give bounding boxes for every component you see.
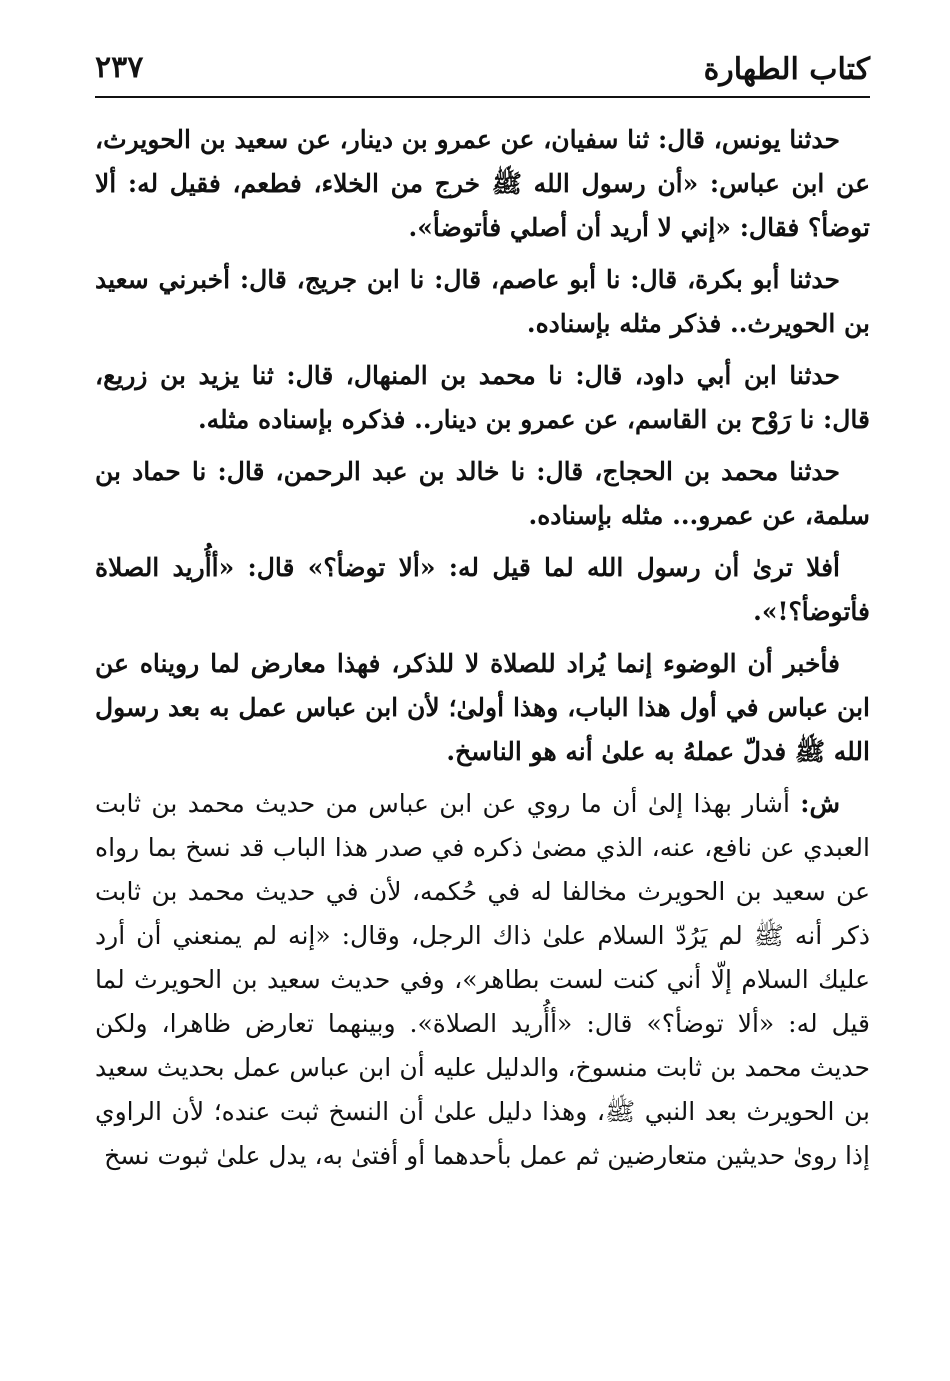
book-title: كتاب الطهارة [703, 52, 870, 87]
sharh-text: أشار بهذا إلىٰ أن ما روي عن ابن عباس من حديث محمد بن ثابت العبدي عن نافع، عنه، الذي مضىٰ ذكره في صدر هذا الباب قد نسخ بما رواه عن سعيد بن الحويرث مخالفا له في حُكمه، لأن في حديث محمد بن ثابت ذكر أنه ﷺ لم يَرُدّ السلام علىٰ ذاك الرجل، وقال: «إنه لم يمنعني أن أرد عليك السلام إلّا أني كنت لست بطاهر»، وفي حديث سعيد بن الحويرث لما قيل له: «ألا توضأ؟» قال: «أأُريد الصلاة». وبينهما تعارض ظاهرا، ولكن حديث محمد بن ثابت منسوخ، والدليل عليه أن ابن عباس عمل بحديث سعيد بن الحويرث بعد النبي ﷺ، وهذا دليل علىٰ أن النسخ ثبت عنده؛ لأن الراوي إذا روىٰ حديثين متعارضين ثم عمل بأحدهما أو أفتىٰ به، يدل علىٰ ثبوت نسخ [95, 789, 870, 1170]
sharh-label: ش: [800, 789, 840, 818]
hadith-paragraph-2: حدثنا أبو بكرة، قال: نا أبو عاصم، قال: نا ابن جريج، قال: أخبرني سعيد بن الحويرث.. فذكر مثله بإسناده. [95, 265, 870, 338]
hadith-paragraph-4: حدثنا محمد بن الحجاج، قال: نا خالد بن عبد الرحمن، قال: نا حماد بن سلمة، عن عمرو... مثله بإسناده. [95, 457, 870, 530]
page-number: ٢٣٧ [95, 50, 144, 85]
commentary-paragraph-1: أفلا ترىٰ أن رسول الله لما قيل له: «ألا توضأ؟» قال: «أأُريد الصلاة فأتوضأ؟!». [95, 553, 870, 626]
commentary-paragraph-2: فأخبر أن الوضوء إنما يُراد للصلاة لا للذكر، فهذا معارض لما رويناه عن ابن عباس في أول هذا الباب، وهذا أولىٰ؛ لأن ابن عباس عمل به بعد رسول الله ﷺ فدلّ عملهُ به علىٰ أنه هو الناسخ. [95, 649, 870, 766]
sharh-paragraph [95, 782, 870, 1178]
page-body [95, 118, 870, 1186]
hadith-paragraph-3: حدثنا ابن أبي داود، قال: نا محمد بن المنهال، قال: ثنا يزيد بن زريع، قال: نا رَوْح بن القاسم، عن عمرو بن دينار.. فذكره بإسناده مثله. [95, 361, 870, 434]
hadith-paragraph-1: حدثنا يونس، قال: ثنا سفيان، عن عمرو بن دينار، عن سعيد بن الحويرث، عن ابن عباس: «أن رسول الله ﷺ خرج من الخلاء، فطعم، فقيل له: ألا توضأ؟ فقال: «إني لا أريد أن أصلي فأتوضأ». [95, 125, 870, 242]
page-header [95, 40, 870, 98]
